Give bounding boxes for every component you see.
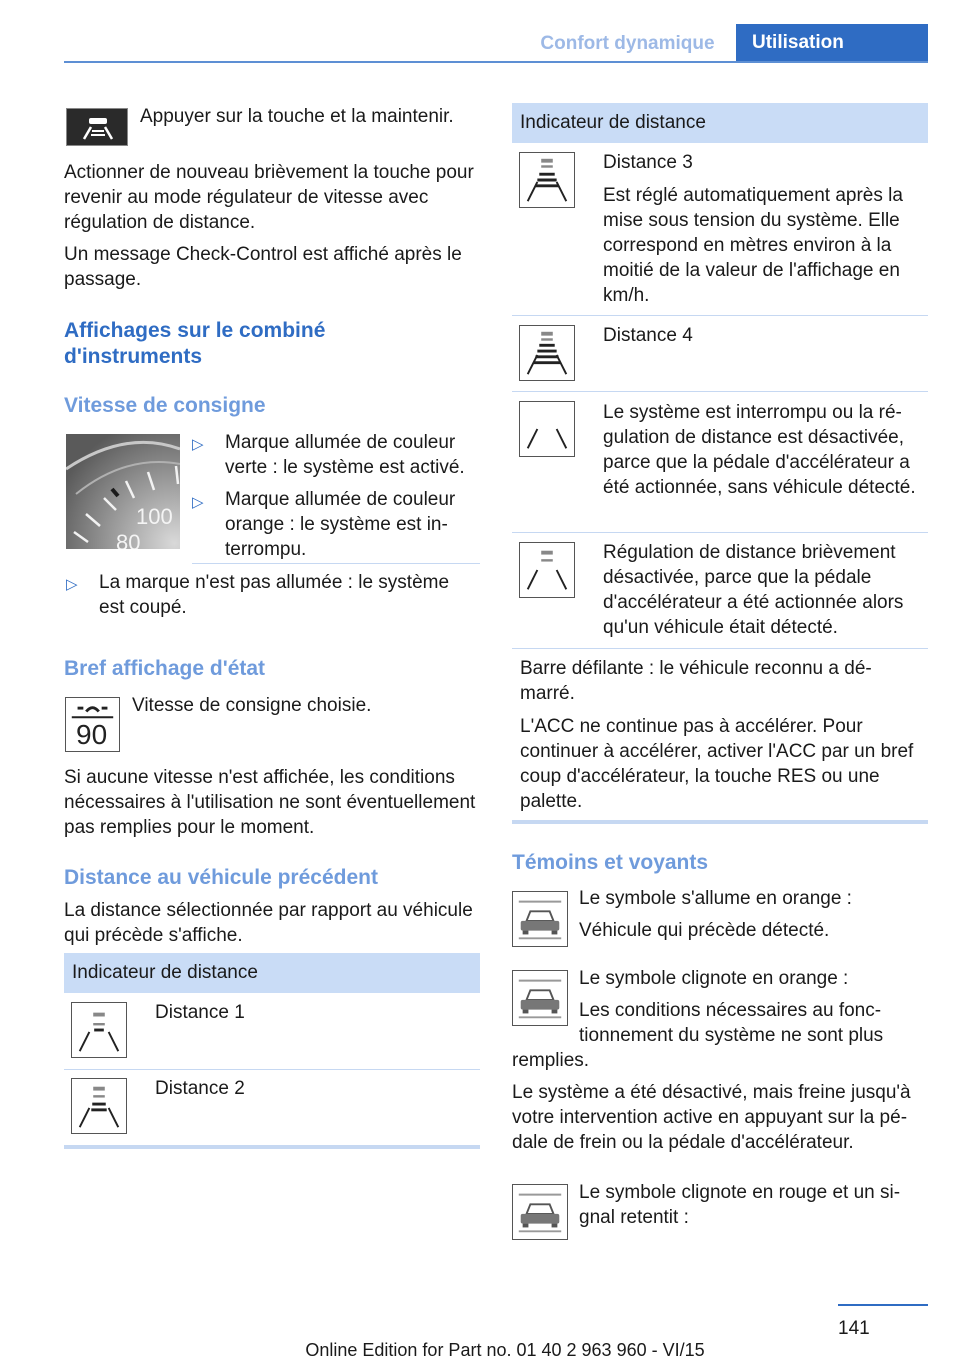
table-header: Indicateur de distance [64, 953, 480, 993]
briefly-deactivated-icon [519, 542, 575, 598]
car-alarm-icon [512, 1184, 568, 1240]
table-row-desc: Régulation de distance brièvement désactivée, parce que la pédale d'accélérateur a été actionnée alors qu'un véhicule était détecté. [603, 542, 904, 638]
bullet-triangle-icon: ▷ [66, 576, 78, 593]
table-note: Barre défilante : le véhicule reconnu a démarré. [520, 658, 872, 704]
paragraph: Actionner de nouveau brièvement la touche pour revenir au mode régulateur de vitesse avec régulation de distance. [64, 162, 474, 233]
distance-1-icon [71, 1002, 127, 1058]
gauge-number-80: 80 [116, 530, 141, 549]
paragraph: La distance sélectionnée par rapport au véhicule qui précède s'affiche. [64, 900, 473, 946]
paragraph: Le système a été désactivé, mais freine jusqu'à votre intervention active en appuyant sur la pédale de frein ou la pédale d'accélérateur. [512, 1082, 911, 1153]
table-row-label: Distance 2 [155, 1078, 245, 1099]
press-text: Appuyer sur la touche et la maintenir. [140, 106, 454, 127]
table-row-desc: Le système est interrompu ou la régulation de distance est désactivée, parce que la pédale d'accélérateur a été actionnée, sans véhicule détecté. [603, 402, 916, 498]
subsection-heading: Distance au véhicule précédent [64, 866, 378, 889]
header-divider [64, 61, 928, 63]
set-speed-icon [65, 697, 120, 752]
table-row-separator [512, 532, 928, 533]
acc-button-icon [66, 108, 128, 146]
car-warning-icon [512, 970, 568, 1026]
gauge-number-100: 100 [136, 504, 173, 529]
table-row-separator [64, 1069, 480, 1070]
indicator-text: Les conditions nécessaires au fonctionnement du système ne sont plus [579, 1000, 884, 1046]
icon-caption: Vitesse de consigne choisie. [132, 695, 372, 716]
speedometer-gauge-image [66, 434, 180, 549]
car-detected-icon [512, 891, 568, 947]
distance-3-icon [519, 152, 575, 208]
footer-divider [838, 1304, 928, 1306]
table-row-title: Distance 4 [603, 325, 693, 346]
subsection-heading: Bref affichage d'état [64, 657, 266, 680]
table-row-desc: Est réglé automatiquement après la mise sous tension du système. Elle correspond en mètres environ à la moitié de la valeur de l'affichage en km/h. [603, 185, 903, 306]
indicator-text: Le symbole clignote en rouge et un signal retentit : [579, 1182, 901, 1228]
distance-4-icon [519, 325, 575, 381]
table-row-label: Distance 1 [155, 1002, 245, 1023]
bullet-item: Marque allumée de couleur verte : le système est activé. [225, 432, 465, 478]
bullet-item: La marque n'est pas allumée : le système est coupé. [99, 572, 450, 618]
header-chapter-tab: Utilisation [736, 24, 928, 62]
table-end-bar [64, 1145, 480, 1149]
header-section-tab: Confort dynamique [540, 33, 715, 54]
table-note: L'ACC ne continue pas à accélérer. Pour continuer à accélérer, activer l'ACC par un bref coup d'accélérateur, la touche RES ou une palette. [520, 716, 914, 812]
edition-text: Online Edition for Part no. 01 40 2 963 960 - VI/15 [305, 1340, 705, 1360]
bullet-triangle-icon: ▷ [192, 494, 204, 511]
subsection-heading: Témoins et voyants [512, 851, 709, 874]
table-row-separator [512, 315, 928, 316]
paragraph: Si aucune vitesse n'est affichée, les conditions nécessaires à l'utilisation ne sont éventuellement pas remplies pour le moment. [64, 767, 476, 838]
page-number: 141 [838, 1318, 870, 1339]
indicator-text: Le symbole s'allume en orange : [579, 888, 852, 909]
indicator-text: Véhicule qui précède détecté. [579, 920, 830, 941]
table-header: Indicateur de distance [512, 103, 928, 143]
subsection-heading: Vitesse de consigne [64, 394, 266, 417]
section-heading: Affichages sur le combiné d'instruments [64, 319, 326, 368]
table-end-bar [512, 820, 928, 824]
interrupted-icon [519, 401, 575, 457]
distance-2-icon [71, 1078, 127, 1134]
indicator-text: Le symbole clignote en orange : [579, 968, 849, 989]
set-speed-value: 90 [76, 719, 108, 750]
table-row-separator [512, 391, 928, 392]
indicator-text: remplies. [512, 1050, 590, 1071]
table-row-title: Distance 3 [603, 152, 693, 173]
bullet-triangle-icon: ▷ [192, 436, 204, 453]
bullet-separator [192, 563, 480, 564]
bullet-item: Marque allumée de couleur orange : le système est interrompu. [225, 489, 456, 560]
paragraph: Un message Check-Control est affiché après le passage. [64, 244, 462, 290]
table-row-separator [512, 648, 928, 649]
